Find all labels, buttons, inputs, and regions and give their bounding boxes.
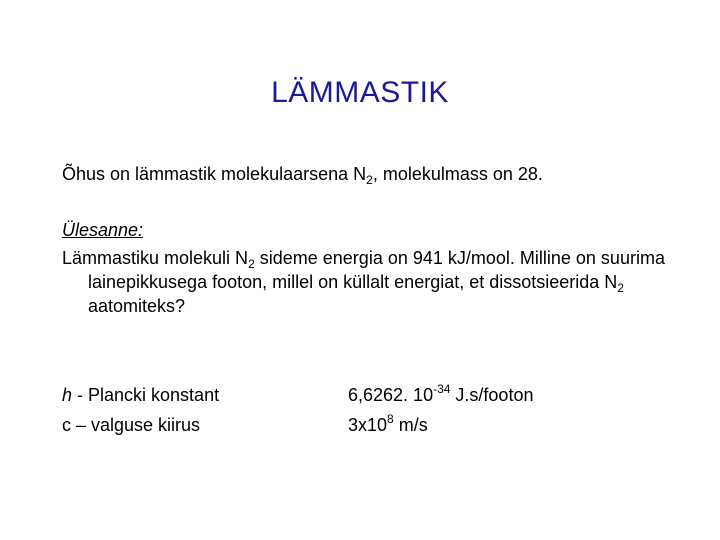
value-exponent: 8 <box>387 412 394 426</box>
constant-label-planck <box>62 380 322 410</box>
constant-value-light-speed <box>348 410 668 440</box>
constant-symbol-h: h <box>62 385 73 405</box>
intro-subscript: 2 <box>366 173 373 187</box>
task-subscript-1: 2 <box>248 257 255 271</box>
task-part-3: aatomiteks? <box>88 296 186 316</box>
constants-values <box>348 380 668 440</box>
task-heading: Ülesanne: <box>62 220 144 240</box>
value-exponent: -34 <box>433 382 451 396</box>
value-unit: J.s/footon <box>450 385 534 405</box>
constants-labels <box>62 380 322 440</box>
value-unit: m/s <box>393 415 428 435</box>
task-subscript-2: 2 <box>617 281 624 295</box>
task-part-2: sideme energia on 941 kJ/mool. Milline on suurima lainepikkusega footon, millel on küllalt energiat, et dissotsieerida N <box>88 248 665 292</box>
constant-label-text: c – valguse kiirus <box>62 415 201 435</box>
constant-value-planck <box>348 380 668 410</box>
value-base: 3x10 <box>348 415 388 435</box>
intro-pre: Õhus on lämmastik molekulaarsena N <box>62 164 367 184</box>
value-base: 6,6262. 10 <box>348 385 434 405</box>
task-text <box>62 246 688 318</box>
page-title: LÄMMASTIK <box>271 76 449 109</box>
constant-label-light-speed <box>62 410 322 440</box>
intro-text <box>62 162 543 186</box>
intro-post: , molekulmass on 28. <box>372 164 543 184</box>
constant-label-text: - Plancki konstant <box>72 385 220 405</box>
task-part-1: Lämmastiku molekuli N <box>62 248 249 268</box>
